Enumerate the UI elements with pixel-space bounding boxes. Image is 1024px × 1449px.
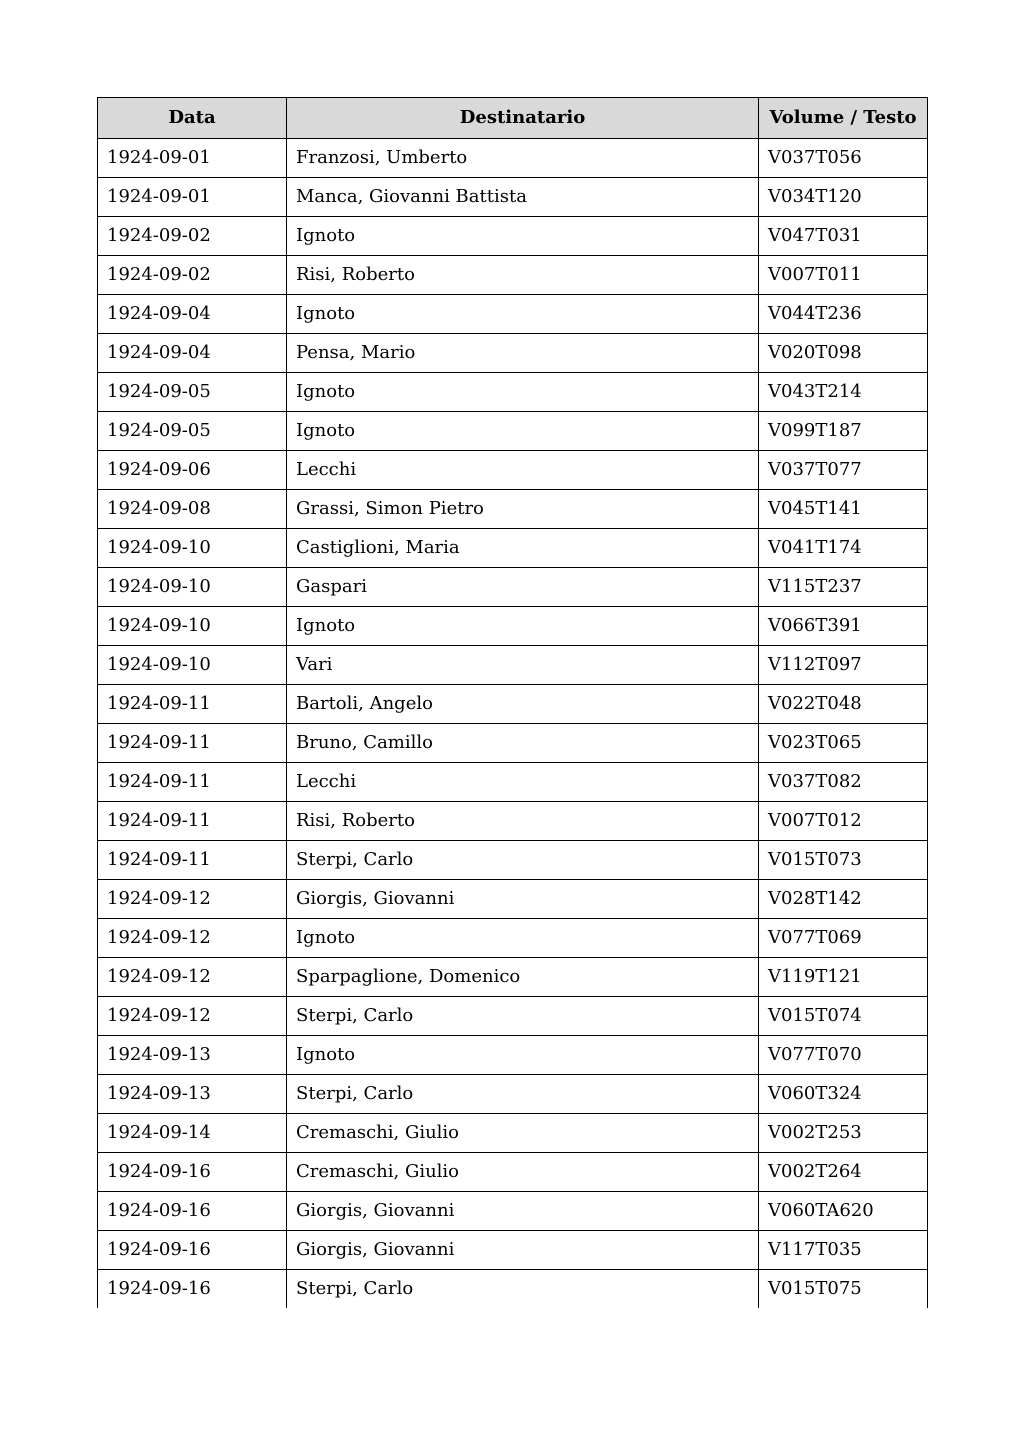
cell-volume-text: V117T035 — [759, 1231, 928, 1270]
cell-recipient: Sterpi, Carlo — [287, 841, 759, 880]
cell-volume-text: V115T237 — [759, 568, 928, 607]
cell-recipient: Sterpi, Carlo — [287, 1075, 759, 1114]
cell-recipient: Sterpi, Carlo — [287, 1270, 759, 1309]
cell-date: 1924-09-01 — [98, 178, 287, 217]
cell-volume-text: V028T142 — [759, 880, 928, 919]
cell-volume-text: V112T097 — [759, 646, 928, 685]
cell-date: 1924-09-08 — [98, 490, 287, 529]
cell-recipient: Ignoto — [287, 919, 759, 958]
cell-date: 1924-09-16 — [98, 1153, 287, 1192]
cell-date: 1924-09-14 — [98, 1114, 287, 1153]
cell-date: 1924-09-02 — [98, 256, 287, 295]
cell-recipient: Franzosi, Umberto — [287, 139, 759, 178]
cell-volume-text: V099T187 — [759, 412, 928, 451]
table-row — [98, 412, 928, 451]
cell-date: 1924-09-10 — [98, 607, 287, 646]
cell-date: 1924-09-04 — [98, 295, 287, 334]
cell-date: 1924-09-16 — [98, 1231, 287, 1270]
cell-date: 1924-09-13 — [98, 1036, 287, 1075]
cell-volume-text: V002T253 — [759, 1114, 928, 1153]
table-row — [98, 646, 928, 685]
cell-volume-text: V023T065 — [759, 724, 928, 763]
cell-recipient: Ignoto — [287, 217, 759, 256]
cell-date: 1924-09-12 — [98, 880, 287, 919]
cell-volume-text: V077T070 — [759, 1036, 928, 1075]
cell-volume-text: V015T073 — [759, 841, 928, 880]
cell-recipient: Grassi, Simon Pietro — [287, 490, 759, 529]
cell-volume-text: V015T074 — [759, 997, 928, 1036]
table-row — [98, 256, 928, 295]
cell-recipient: Risi, Roberto — [287, 256, 759, 295]
cell-volume-text: V020T098 — [759, 334, 928, 373]
cell-recipient: Vari — [287, 646, 759, 685]
table-row — [98, 295, 928, 334]
cell-volume-text: V044T236 — [759, 295, 928, 334]
cell-recipient: Giorgis, Giovanni — [287, 1192, 759, 1231]
cell-recipient: Gaspari — [287, 568, 759, 607]
cell-volume-text: V066T391 — [759, 607, 928, 646]
table-body — [98, 139, 928, 1309]
table-row — [98, 997, 928, 1036]
table-row — [98, 724, 928, 763]
cell-date: 1924-09-16 — [98, 1192, 287, 1231]
table-row — [98, 1192, 928, 1231]
cell-date: 1924-09-11 — [98, 802, 287, 841]
table-row — [98, 1075, 928, 1114]
cell-volume-text: V060TA620 — [759, 1192, 928, 1231]
table-row — [98, 802, 928, 841]
cell-recipient: Sparpaglione, Domenico — [287, 958, 759, 997]
table-row — [98, 451, 928, 490]
cell-date: 1924-09-05 — [98, 373, 287, 412]
header-destinatario: Destinatario — [287, 98, 759, 139]
cell-volume-text: V077T069 — [759, 919, 928, 958]
cell-volume-text: V037T082 — [759, 763, 928, 802]
table-row — [98, 880, 928, 919]
cell-recipient: Lecchi — [287, 451, 759, 490]
cell-recipient: Lecchi — [287, 763, 759, 802]
cell-date: 1924-09-11 — [98, 685, 287, 724]
table-row — [98, 1270, 928, 1309]
table-row — [98, 1036, 928, 1075]
cell-date: 1924-09-13 — [98, 1075, 287, 1114]
cell-date: 1924-09-02 — [98, 217, 287, 256]
cell-recipient: Giorgis, Giovanni — [287, 1231, 759, 1270]
cell-date: 1924-09-01 — [98, 139, 287, 178]
cell-volume-text: V060T324 — [759, 1075, 928, 1114]
table-row — [98, 1231, 928, 1270]
cell-volume-text: V007T012 — [759, 802, 928, 841]
header-volume-testo: Volume / Testo — [759, 98, 928, 139]
cell-date: 1924-09-10 — [98, 568, 287, 607]
cell-date: 1924-09-16 — [98, 1270, 287, 1309]
table-row — [98, 685, 928, 724]
cell-volume-text: V015T075 — [759, 1270, 928, 1309]
cell-recipient: Pensa, Mario — [287, 334, 759, 373]
cell-recipient: Manca, Giovanni Battista — [287, 178, 759, 217]
cell-date: 1924-09-12 — [98, 958, 287, 997]
table-row — [98, 334, 928, 373]
cell-recipient: Bruno, Camillo — [287, 724, 759, 763]
cell-volume-text: V037T077 — [759, 451, 928, 490]
cell-date: 1924-09-12 — [98, 997, 287, 1036]
cell-volume-text: V047T031 — [759, 217, 928, 256]
cell-volume-text: V022T048 — [759, 685, 928, 724]
table-row — [98, 1114, 928, 1153]
cell-volume-text: V034T120 — [759, 178, 928, 217]
cell-volume-text: V119T121 — [759, 958, 928, 997]
table-row — [98, 919, 928, 958]
cell-date: 1924-09-10 — [98, 646, 287, 685]
cell-recipient: Ignoto — [287, 373, 759, 412]
cell-recipient: Sterpi, Carlo — [287, 997, 759, 1036]
cell-date: 1924-09-11 — [98, 763, 287, 802]
cell-recipient: Risi, Roberto — [287, 802, 759, 841]
cell-date: 1924-09-11 — [98, 724, 287, 763]
cell-recipient: Castiglioni, Maria — [287, 529, 759, 568]
cell-recipient: Cremaschi, Giulio — [287, 1114, 759, 1153]
cell-date: 1924-09-11 — [98, 841, 287, 880]
header-data: Data — [98, 98, 287, 139]
table-row — [98, 1153, 928, 1192]
cell-recipient: Giorgis, Giovanni — [287, 880, 759, 919]
table-row — [98, 607, 928, 646]
table-row — [98, 763, 928, 802]
cell-date: 1924-09-04 — [98, 334, 287, 373]
cell-recipient: Ignoto — [287, 412, 759, 451]
cell-volume-text: V041T174 — [759, 529, 928, 568]
table-row — [98, 841, 928, 880]
table-row — [98, 958, 928, 997]
table-header-row — [98, 98, 928, 139]
cell-recipient: Ignoto — [287, 295, 759, 334]
cell-volume-text: V043T214 — [759, 373, 928, 412]
cell-recipient: Cremaschi, Giulio — [287, 1153, 759, 1192]
cell-recipient: Ignoto — [287, 1036, 759, 1075]
cell-volume-text: V002T264 — [759, 1153, 928, 1192]
cell-volume-text: V007T011 — [759, 256, 928, 295]
cell-date: 1924-09-12 — [98, 919, 287, 958]
cell-volume-text: V045T141 — [759, 490, 928, 529]
table-row — [98, 139, 928, 178]
table-row — [98, 529, 928, 568]
cell-volume-text: V037T056 — [759, 139, 928, 178]
table-row — [98, 373, 928, 412]
document-page — [97, 97, 927, 1308]
cell-date: 1924-09-10 — [98, 529, 287, 568]
table-row — [98, 490, 928, 529]
table-row — [98, 178, 928, 217]
cell-date: 1924-09-06 — [98, 451, 287, 490]
letters-table — [97, 97, 928, 1308]
table-row — [98, 217, 928, 256]
table-row — [98, 568, 928, 607]
cell-recipient: Bartoli, Angelo — [287, 685, 759, 724]
cell-date: 1924-09-05 — [98, 412, 287, 451]
cell-recipient: Ignoto — [287, 607, 759, 646]
